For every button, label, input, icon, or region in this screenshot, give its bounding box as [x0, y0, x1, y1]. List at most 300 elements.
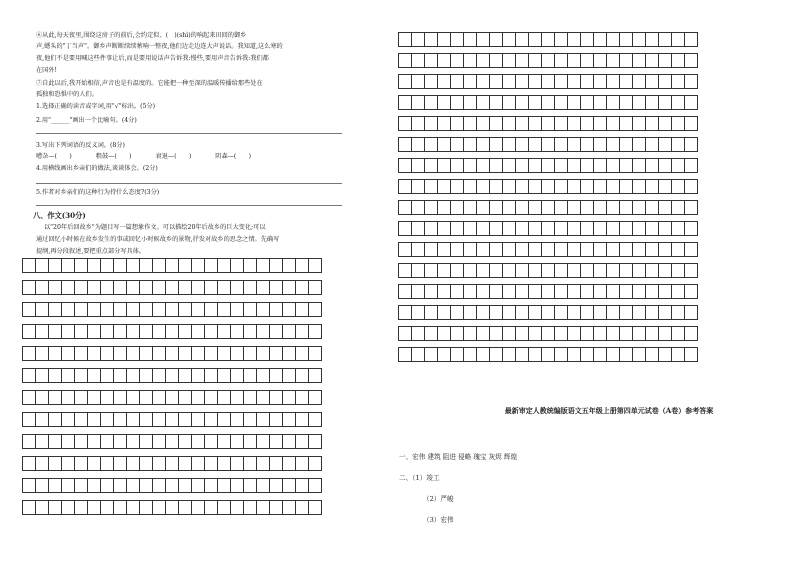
grid-cell[interactable] [62, 501, 75, 515]
grid-cell[interactable] [49, 391, 62, 405]
grid-cell[interactable] [477, 54, 490, 68]
grid-cell[interactable] [179, 501, 192, 515]
grid-cell[interactable] [270, 457, 283, 471]
grid-cell[interactable] [503, 180, 516, 194]
grid-cell[interactable] [594, 159, 607, 173]
grid-cell[interactable] [425, 117, 438, 131]
grid-cell[interactable] [114, 457, 127, 471]
grid-cell[interactable] [542, 54, 555, 68]
grid-cell[interactable] [672, 33, 685, 47]
grid-cell[interactable] [296, 325, 309, 339]
grid-cell[interactable] [75, 303, 88, 317]
grid-cell[interactable] [257, 391, 270, 405]
grid-cell[interactable] [685, 222, 698, 236]
grid-cell[interactable] [646, 327, 659, 341]
grid-cell[interactable] [503, 306, 516, 320]
grid-cell[interactable] [633, 75, 646, 89]
grid-cell[interactable] [140, 391, 153, 405]
grid-cell[interactable] [412, 285, 425, 299]
grid-cell[interactable] [127, 479, 140, 493]
grid-cell[interactable] [464, 243, 477, 257]
grid-cell[interactable] [231, 457, 244, 471]
grid-cell[interactable] [607, 75, 620, 89]
grid-cell[interactable] [179, 369, 192, 383]
grid-cell[interactable] [244, 303, 257, 317]
grid-cell[interactable] [529, 33, 542, 47]
grid-cell[interactable] [633, 348, 646, 362]
grid-cell[interactable] [464, 138, 477, 152]
grid-cell[interactable] [516, 75, 529, 89]
grid-cell[interactable] [23, 413, 36, 427]
grid-cell[interactable] [607, 348, 620, 362]
grid-cell[interactable] [75, 501, 88, 515]
grid-cell[interactable] [672, 222, 685, 236]
grid-cell[interactable] [542, 159, 555, 173]
grid-cell[interactable] [166, 457, 179, 471]
grid-cell[interactable] [296, 369, 309, 383]
grid-cell[interactable] [127, 435, 140, 449]
grid-cell[interactable] [192, 391, 205, 405]
grid-cell[interactable] [646, 159, 659, 173]
grid-cell[interactable] [166, 281, 179, 295]
grid-cell[interactable] [270, 369, 283, 383]
grid-cell[interactable] [451, 75, 464, 89]
grid-cell[interactable] [620, 138, 633, 152]
grid-cell[interactable] [140, 435, 153, 449]
grid-cell[interactable] [231, 347, 244, 361]
grid-cell[interactable] [412, 306, 425, 320]
grid-cell[interactable] [62, 391, 75, 405]
grid-cell[interactable] [114, 369, 127, 383]
grid-cell[interactable] [516, 33, 529, 47]
grid-cell[interactable] [101, 325, 114, 339]
grid-cell[interactable] [490, 306, 503, 320]
grid-cell[interactable] [231, 259, 244, 273]
grid-cell[interactable] [23, 303, 36, 317]
grid-cell[interactable] [542, 75, 555, 89]
grid-cell[interactable] [114, 435, 127, 449]
grid-cell[interactable] [153, 281, 166, 295]
grid-cell[interactable] [257, 501, 270, 515]
grid-cell[interactable] [503, 222, 516, 236]
grid-cell[interactable] [425, 201, 438, 215]
grid-cell[interactable] [529, 201, 542, 215]
grid-cell[interactable] [88, 259, 101, 273]
grid-cell[interactable] [672, 96, 685, 110]
grid-cell[interactable] [244, 457, 257, 471]
grid-cell[interactable] [529, 159, 542, 173]
grid-cell[interactable] [75, 325, 88, 339]
grid-cell[interactable] [568, 33, 581, 47]
grid-cell[interactable] [555, 54, 568, 68]
grid-cell[interactable] [88, 457, 101, 471]
grid-cell[interactable] [555, 285, 568, 299]
grid-cell[interactable] [685, 33, 698, 47]
grid-cell[interactable] [672, 201, 685, 215]
grid-cell[interactable] [581, 201, 594, 215]
grid-cell[interactable] [309, 347, 322, 361]
grid-cell[interactable] [451, 33, 464, 47]
grid-cell[interactable] [542, 222, 555, 236]
grid-cell[interactable] [399, 33, 412, 47]
grid-cell[interactable] [101, 281, 114, 295]
grid-cell[interactable] [412, 117, 425, 131]
grid-cell[interactable] [438, 180, 451, 194]
grid-cell[interactable] [62, 281, 75, 295]
grid-cell[interactable] [257, 303, 270, 317]
grid-cell[interactable] [464, 180, 477, 194]
grid-cell[interactable] [555, 96, 568, 110]
grid-cell[interactable] [88, 281, 101, 295]
grid-cell[interactable] [127, 501, 140, 515]
grid-cell[interactable] [477, 117, 490, 131]
grid-cell[interactable] [425, 264, 438, 278]
grid-cell[interactable] [231, 325, 244, 339]
grid-cell[interactable] [114, 325, 127, 339]
grid-cell[interactable] [62, 325, 75, 339]
grid-cell[interactable] [503, 159, 516, 173]
grid-cell[interactable] [529, 138, 542, 152]
grid-cell[interactable] [594, 33, 607, 47]
grid-cell[interactable] [205, 259, 218, 273]
grid-cell[interactable] [464, 33, 477, 47]
grid-cell[interactable] [231, 303, 244, 317]
grid-cell[interactable] [205, 369, 218, 383]
grid-cell[interactable] [425, 327, 438, 341]
grid-cell[interactable] [555, 306, 568, 320]
grid-cell[interactable] [36, 369, 49, 383]
grid-cell[interactable] [581, 264, 594, 278]
grid-cell[interactable] [399, 180, 412, 194]
grid-cell[interactable] [425, 75, 438, 89]
grid-cell[interactable] [205, 303, 218, 317]
grid-cell[interactable] [555, 180, 568, 194]
grid-cell[interactable] [685, 201, 698, 215]
grid-cell[interactable] [659, 117, 672, 131]
grid-cell[interactable] [451, 264, 464, 278]
grid-cell[interactable] [75, 413, 88, 427]
grid-cell[interactable] [464, 159, 477, 173]
grid-cell[interactable] [270, 347, 283, 361]
grid-cell[interactable] [412, 222, 425, 236]
grid-cell[interactable] [646, 306, 659, 320]
grid-cell[interactable] [244, 501, 257, 515]
grid-cell[interactable] [257, 281, 270, 295]
grid-cell[interactable] [672, 327, 685, 341]
grid-cell[interactable] [464, 96, 477, 110]
grid-cell[interactable] [464, 54, 477, 68]
grid-cell[interactable] [399, 243, 412, 257]
grid-cell[interactable] [192, 347, 205, 361]
grid-cell[interactable] [581, 138, 594, 152]
grid-cell[interactable] [205, 391, 218, 405]
grid-cell[interactable] [529, 327, 542, 341]
grid-cell[interactable] [672, 180, 685, 194]
grid-cell[interactable] [516, 285, 529, 299]
grid-cell[interactable] [36, 413, 49, 427]
grid-cell[interactable] [646, 285, 659, 299]
grid-cell[interactable] [231, 413, 244, 427]
grid-cell[interactable] [568, 75, 581, 89]
grid-cell[interactable] [179, 325, 192, 339]
grid-cell[interactable] [581, 117, 594, 131]
grid-cell[interactable] [412, 33, 425, 47]
grid-cell[interactable] [257, 435, 270, 449]
grid-cell[interactable] [568, 348, 581, 362]
grid-cell[interactable] [620, 33, 633, 47]
grid-cell[interactable] [542, 243, 555, 257]
grid-cell[interactable] [101, 369, 114, 383]
grid-cell[interactable] [62, 435, 75, 449]
grid-cell[interactable] [451, 201, 464, 215]
grid-cell[interactable] [205, 479, 218, 493]
grid-cell[interactable] [568, 306, 581, 320]
grid-cell[interactable] [179, 479, 192, 493]
grid-cell[interactable] [231, 479, 244, 493]
grid-cell[interactable] [464, 348, 477, 362]
grid-cell[interactable] [568, 222, 581, 236]
grid-cell[interactable] [75, 259, 88, 273]
grid-cell[interactable] [192, 501, 205, 515]
grid-cell[interactable] [36, 325, 49, 339]
grid-cell[interactable] [685, 180, 698, 194]
grid-cell[interactable] [296, 281, 309, 295]
grid-cell[interactable] [555, 327, 568, 341]
grid-cell[interactable] [257, 369, 270, 383]
grid-cell[interactable] [179, 281, 192, 295]
grid-cell[interactable] [88, 501, 101, 515]
grid-cell[interactable] [23, 479, 36, 493]
grid-cell[interactable] [672, 264, 685, 278]
grid-cell[interactable] [581, 306, 594, 320]
grid-cell[interactable] [607, 327, 620, 341]
grid-cell[interactable] [270, 281, 283, 295]
grid-cell[interactable] [205, 457, 218, 471]
grid-cell[interactable] [646, 264, 659, 278]
grid-cell[interactable] [477, 75, 490, 89]
grid-cell[interactable] [309, 413, 322, 427]
grid-cell[interactable] [581, 243, 594, 257]
grid-cell[interactable] [672, 306, 685, 320]
grid-cell[interactable] [23, 369, 36, 383]
grid-cell[interactable] [244, 479, 257, 493]
grid-cell[interactable] [166, 347, 179, 361]
grid-cell[interactable] [399, 75, 412, 89]
grid-cell[interactable] [309, 457, 322, 471]
grid-cell[interactable] [503, 96, 516, 110]
grid-cell[interactable] [516, 264, 529, 278]
grid-cell[interactable] [594, 285, 607, 299]
grid-cell[interactable] [594, 306, 607, 320]
grid-cell[interactable] [620, 54, 633, 68]
grid-cell[interactable] [36, 303, 49, 317]
grid-cell[interactable] [218, 457, 231, 471]
grid-cell[interactable] [620, 327, 633, 341]
grid-cell[interactable] [75, 369, 88, 383]
grid-cell[interactable] [438, 201, 451, 215]
grid-cell[interactable] [620, 75, 633, 89]
grid-cell[interactable] [464, 285, 477, 299]
grid-cell[interactable] [257, 457, 270, 471]
grid-cell[interactable] [594, 117, 607, 131]
grid-cell[interactable] [685, 327, 698, 341]
grid-cell[interactable] [75, 391, 88, 405]
grid-cell[interactable] [633, 117, 646, 131]
grid-cell[interactable] [179, 259, 192, 273]
grid-cell[interactable] [464, 75, 477, 89]
grid-cell[interactable] [503, 117, 516, 131]
grid-cell[interactable] [179, 391, 192, 405]
grid-cell[interactable] [659, 348, 672, 362]
grid-cell[interactable] [685, 138, 698, 152]
grid-cell[interactable] [192, 325, 205, 339]
grid-cell[interactable] [425, 306, 438, 320]
grid-cell[interactable] [192, 413, 205, 427]
grid-cell[interactable] [581, 222, 594, 236]
grid-cell[interactable] [127, 281, 140, 295]
grid-cell[interactable] [438, 264, 451, 278]
grid-cell[interactable] [490, 54, 503, 68]
grid-cell[interactable] [659, 306, 672, 320]
grid-cell[interactable] [568, 159, 581, 173]
grid-cell[interactable] [127, 413, 140, 427]
grid-cell[interactable] [399, 222, 412, 236]
grid-cell[interactable] [516, 201, 529, 215]
grid-cell[interactable] [296, 479, 309, 493]
grid-cell[interactable] [244, 281, 257, 295]
grid-cell[interactable] [23, 281, 36, 295]
grid-cell[interactable] [464, 306, 477, 320]
grid-cell[interactable] [257, 479, 270, 493]
grid-cell[interactable] [555, 201, 568, 215]
grid-cell[interactable] [581, 327, 594, 341]
grid-cell[interactable] [555, 348, 568, 362]
grid-cell[interactable] [607, 180, 620, 194]
grid-cell[interactable] [646, 33, 659, 47]
grid-cell[interactable] [218, 303, 231, 317]
grid-cell[interactable] [555, 222, 568, 236]
grid-cell[interactable] [166, 259, 179, 273]
grid-cell[interactable] [114, 259, 127, 273]
grid-cell[interactable] [62, 347, 75, 361]
grid-cell[interactable] [594, 264, 607, 278]
grid-cell[interactable] [49, 347, 62, 361]
grid-cell[interactable] [257, 259, 270, 273]
grid-cell[interactable] [633, 201, 646, 215]
grid-cell[interactable] [464, 222, 477, 236]
grid-cell[interactable] [127, 369, 140, 383]
grid-cell[interactable] [425, 96, 438, 110]
grid-cell[interactable] [166, 435, 179, 449]
grid-cell[interactable] [516, 306, 529, 320]
grid-cell[interactable] [283, 325, 296, 339]
grid-cell[interactable] [633, 159, 646, 173]
grid-cell[interactable] [309, 303, 322, 317]
grid-cell[interactable] [309, 391, 322, 405]
grid-cell[interactable] [646, 138, 659, 152]
grid-cell[interactable] [101, 435, 114, 449]
grid-cell[interactable] [140, 347, 153, 361]
grid-cell[interactable] [568, 96, 581, 110]
grid-cell[interactable] [49, 435, 62, 449]
grid-cell[interactable] [607, 285, 620, 299]
grid-cell[interactable] [127, 259, 140, 273]
grid-cell[interactable] [140, 259, 153, 273]
grid-cell[interactable] [283, 413, 296, 427]
grid-cell[interactable] [153, 435, 166, 449]
grid-cell[interactable] [218, 281, 231, 295]
grid-cell[interactable] [140, 325, 153, 339]
grid-cell[interactable] [555, 33, 568, 47]
grid-cell[interactable] [425, 285, 438, 299]
grid-cell[interactable] [542, 264, 555, 278]
grid-cell[interactable] [594, 75, 607, 89]
grid-cell[interactable] [451, 96, 464, 110]
grid-cell[interactable] [49, 457, 62, 471]
grid-cell[interactable] [283, 457, 296, 471]
grid-cell[interactable] [490, 201, 503, 215]
grid-cell[interactable] [477, 33, 490, 47]
grid-cell[interactable] [633, 54, 646, 68]
grid-cell[interactable] [49, 303, 62, 317]
grid-cell[interactable] [62, 479, 75, 493]
grid-cell[interactable] [425, 222, 438, 236]
grid-cell[interactable] [23, 435, 36, 449]
grid-cell[interactable] [685, 117, 698, 131]
grid-cell[interactable] [620, 306, 633, 320]
grid-cell[interactable] [568, 180, 581, 194]
grid-cell[interactable] [633, 243, 646, 257]
grid-cell[interactable] [283, 347, 296, 361]
grid-cell[interactable] [477, 285, 490, 299]
grid-cell[interactable] [659, 264, 672, 278]
grid-cell[interactable] [36, 457, 49, 471]
grid-cell[interactable] [36, 501, 49, 515]
grid-cell[interactable] [412, 96, 425, 110]
grid-cell[interactable] [127, 457, 140, 471]
grid-cell[interactable] [685, 54, 698, 68]
grid-cell[interactable] [568, 327, 581, 341]
grid-cell[interactable] [399, 306, 412, 320]
grid-cell[interactable] [620, 201, 633, 215]
grid-cell[interactable] [231, 501, 244, 515]
grid-cell[interactable] [412, 348, 425, 362]
grid-cell[interactable] [464, 117, 477, 131]
grid-cell[interactable] [646, 201, 659, 215]
grid-cell[interactable] [205, 281, 218, 295]
grid-cell[interactable] [646, 222, 659, 236]
grid-cell[interactable] [205, 501, 218, 515]
grid-cell[interactable] [620, 96, 633, 110]
grid-cell[interactable] [438, 33, 451, 47]
grid-cell[interactable] [399, 138, 412, 152]
grid-cell[interactable] [464, 201, 477, 215]
grid-cell[interactable] [529, 180, 542, 194]
grid-cell[interactable] [594, 348, 607, 362]
grid-cell[interactable] [529, 243, 542, 257]
grid-cell[interactable] [88, 347, 101, 361]
grid-cell[interactable] [244, 259, 257, 273]
grid-cell[interactable] [516, 222, 529, 236]
grid-cell[interactable] [568, 201, 581, 215]
grid-cell[interactable] [140, 457, 153, 471]
grid-cell[interactable] [633, 33, 646, 47]
grid-cell[interactable] [399, 54, 412, 68]
grid-cell[interactable] [529, 285, 542, 299]
grid-cell[interactable] [646, 75, 659, 89]
grid-cell[interactable] [646, 54, 659, 68]
grid-cell[interactable] [399, 264, 412, 278]
